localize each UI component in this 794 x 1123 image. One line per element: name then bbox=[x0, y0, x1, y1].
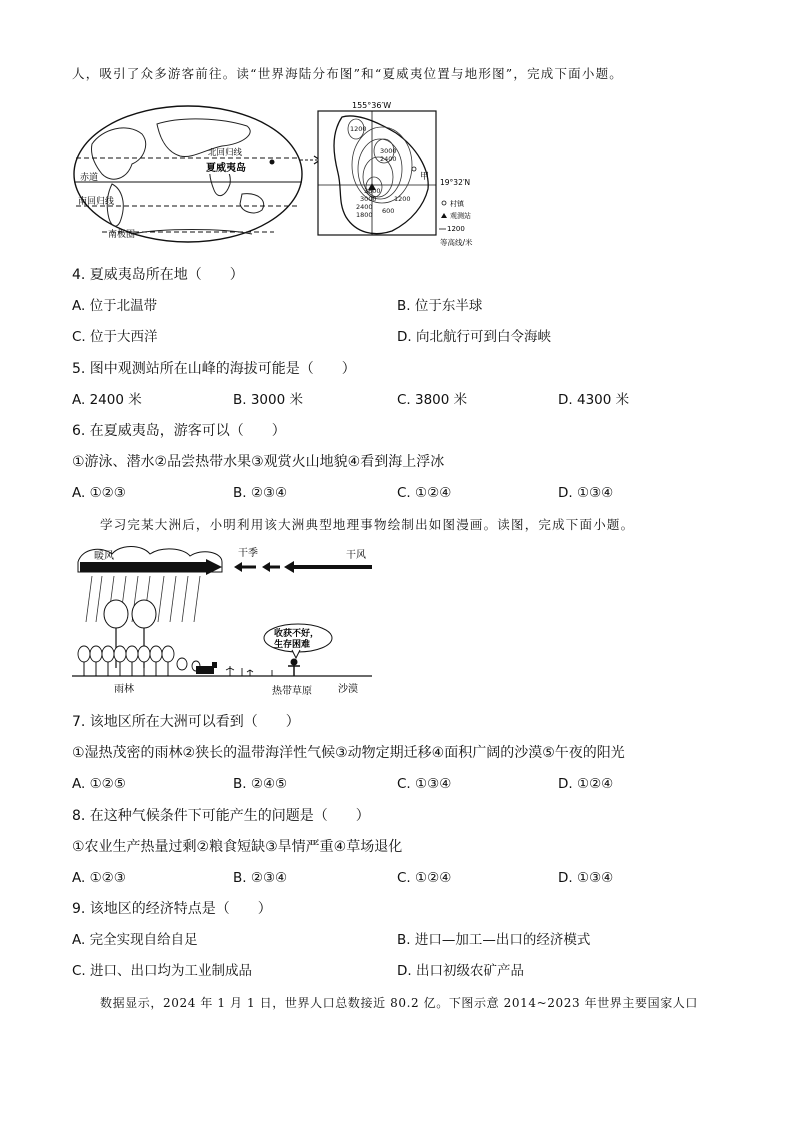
legend-contour-value: 1200 bbox=[447, 225, 465, 233]
contour-value: 1200 bbox=[394, 195, 411, 203]
q5-option-a[interactable]: A. 2400 米 bbox=[72, 392, 142, 408]
intro-text-2: 学习完某大洲后，小明利用该大洲典型地理事物绘制出如图漫画。读图，完成下面小题。 bbox=[100, 517, 635, 532]
contour-value: 1200 bbox=[350, 125, 367, 133]
hawaii-label: 夏威夷岛 bbox=[206, 163, 246, 174]
legend-contour-unit: 等高线/米 bbox=[440, 238, 473, 247]
q4-option-d[interactable]: D. 向北航行可到白令海峡 bbox=[397, 329, 551, 345]
equator-label: 赤道 bbox=[80, 173, 99, 183]
q4-option-a[interactable]: A. 位于北温带 bbox=[72, 298, 158, 314]
question-7-stem: 7. 该地区所在大洲可以看到（ ） bbox=[72, 714, 300, 730]
legend-village: 村镇 bbox=[450, 200, 464, 208]
contour-value: 2400 bbox=[356, 203, 373, 211]
intro-text-1: 人，吸引了众多游客前往。读“世界海陆分布图”和“夏威夷位置与地形图”，完成下面小题。 bbox=[72, 66, 623, 81]
question-6-stem: 6. 在夏威夷岛，游客可以（ ） bbox=[72, 423, 286, 439]
latitude-label: 19°32′N bbox=[440, 178, 471, 187]
tropic-cancer-label: 北回归线 bbox=[208, 148, 243, 158]
q7-option-c[interactable]: C. ①③④ bbox=[397, 776, 452, 792]
hawaii-marker bbox=[270, 160, 275, 165]
world-map-figure bbox=[72, 104, 304, 244]
contour-value: 3000 bbox=[360, 195, 377, 203]
dry-season-label: 干季 bbox=[238, 548, 258, 559]
speech-line-1: 收获不好， bbox=[274, 629, 320, 639]
dry-wind-label: 干风 bbox=[346, 550, 366, 561]
question-5-stem: 5. 图中观测站所在山峰的海拔可能是（ ） bbox=[72, 361, 356, 377]
q8-option-b[interactable]: B. ②③④ bbox=[233, 870, 288, 886]
legend-station: 观测站 bbox=[450, 212, 471, 220]
question-8-items: ①农业生产热量过剩②粮食短缺③旱情严重④草场退化 bbox=[72, 839, 403, 855]
q8-option-a[interactable]: A. ①②③ bbox=[72, 870, 126, 886]
tropic-capricorn-label: 南回归线 bbox=[78, 197, 115, 207]
q6-option-d[interactable]: D. ①③④ bbox=[558, 485, 614, 501]
question-6-items: ①游泳、潜水②品尝热带水果③观赏火山地貌④看到海上浮冰 bbox=[72, 454, 445, 470]
q4-option-c[interactable]: C. 位于大西洋 bbox=[72, 329, 158, 345]
contour-value: 600 bbox=[382, 207, 395, 215]
point-jia-label: 甲 bbox=[420, 172, 430, 182]
q9-option-b[interactable]: B. 进口—加工—出口的经济模式 bbox=[397, 932, 591, 948]
contour-value: 3600 bbox=[364, 187, 381, 195]
question-8-stem: 8. 在这种气候条件下可能产生的问题是（ ） bbox=[72, 808, 370, 824]
q4-option-b[interactable]: B. 位于东半球 bbox=[397, 298, 483, 314]
q5-option-d[interactable]: D. 4300 米 bbox=[558, 392, 630, 408]
q6-option-c[interactable]: C. ①②④ bbox=[397, 485, 452, 501]
intro-text-3: 数据显示，2024 年 1 月 1 日，世界人口总数接近 80.2 亿。下图示意 2014~2023 年世界主要国家人口 bbox=[100, 996, 698, 1010]
contour-value: 2400 bbox=[380, 155, 397, 163]
hawaii-topo-map bbox=[316, 99, 496, 251]
desert-label: 沙漠 bbox=[338, 684, 358, 695]
rainforest-label: 雨林 bbox=[114, 684, 134, 695]
q7-option-b[interactable]: B. ②④⑤ bbox=[233, 776, 288, 792]
q9-option-d[interactable]: D. 出口初级农矿产品 bbox=[397, 963, 524, 979]
contour-value: 1800 bbox=[356, 211, 373, 219]
climate-cartoon-figure bbox=[72, 542, 372, 700]
question-9-stem: 9. 该地区的经济特点是（ ） bbox=[72, 901, 272, 917]
longitude-label: 155°36′W bbox=[352, 101, 392, 110]
question-4-stem: 4. 夏威夷岛所在地（ ） bbox=[72, 267, 244, 283]
q8-option-d[interactable]: D. ①③④ bbox=[558, 870, 614, 886]
village-marker bbox=[412, 167, 416, 171]
question-7-items: ①湿热茂密的雨林②狭长的温带海洋性气候③动物定期迁移④面积广阔的沙漠⑤午夜的阳光 bbox=[72, 745, 625, 761]
q6-option-b[interactable]: B. ②③④ bbox=[233, 485, 288, 501]
q6-option-a[interactable]: A. ①②③ bbox=[72, 485, 126, 501]
q8-option-c[interactable]: C. ①②④ bbox=[397, 870, 452, 886]
q7-option-a[interactable]: A. ①②⑤ bbox=[72, 776, 126, 792]
q5-option-b[interactable]: B. 3000 米 bbox=[233, 392, 303, 408]
savanna-label: 热带草原 bbox=[272, 686, 312, 697]
contour-value: 3000 bbox=[380, 147, 397, 155]
q7-option-d[interactable]: D. ①②④ bbox=[558, 776, 614, 792]
q9-option-c[interactable]: C. 进口、出口均为工业制成品 bbox=[72, 963, 253, 979]
warm-wind-label: 暖风 bbox=[94, 551, 114, 562]
speech-line-2: 生存困难 bbox=[274, 640, 311, 650]
q9-option-a[interactable]: A. 完全实现自给自足 bbox=[72, 932, 198, 948]
antarctic-circle-label: 南极圈 bbox=[108, 230, 136, 240]
q5-option-c[interactable]: C. 3800 米 bbox=[397, 392, 468, 408]
